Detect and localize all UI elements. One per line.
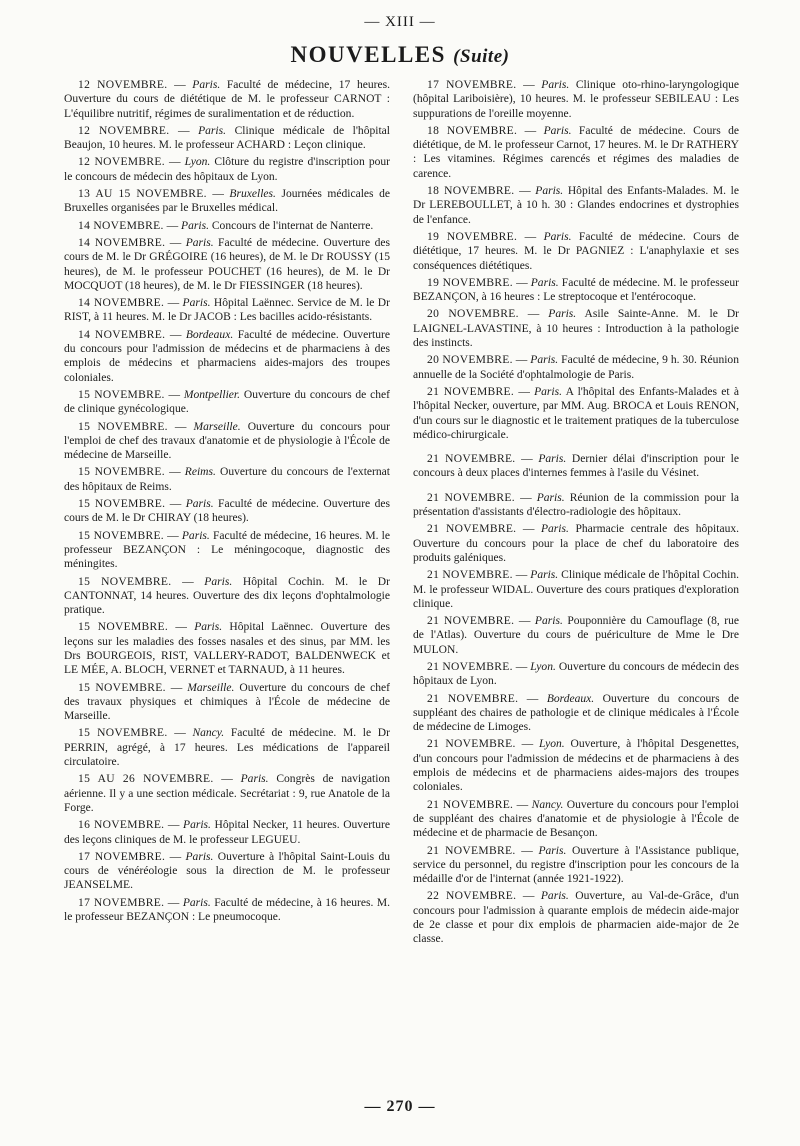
news-entry: 14 NOVEMBRE. — Paris. Concours de l'internat de Nanterre. xyxy=(78,219,374,232)
news-entry: 15 NOVEMBRE. — Marseille. Ouverture du concours pour l'emploi de chef des travaux d'anatomie et de physiologie à l'École de médecine de Marseille. xyxy=(64,420,390,462)
news-entry: 12 NOVEMBRE. — Paris. Faculté de médecine, 17 heures. Ouverture du cours de diététique de M. le professeur CARNOT : L'équilibre nutritif, régimes de suralimentation et de réduction. xyxy=(64,79,390,120)
news-entry: 18 NOVEMBRE. — Paris. Hôpital des Enfants-Malades. M. le Dr LEREBOULLET, à 10 h. 30 : Glandes endocrines et dystrophies de l'enfance. xyxy=(413,185,740,226)
entry-place: Paris. xyxy=(181,219,209,232)
entry-text: Ouverture du concours de chef des travaux physiques et chimiques à l'École de médecine de Marseille. xyxy=(64,681,391,723)
entry-place: Paris. xyxy=(543,124,572,137)
right-column xyxy=(413,78,739,950)
entry-text: Pharmacie centrale des hôpitaux. Ouverture du concours pour la place de chef du laboratoire des produits galéniques. xyxy=(413,523,740,564)
entry-place: Nancy. xyxy=(531,798,564,811)
entry-place: Paris. xyxy=(534,385,563,398)
entry-date: 22 NOVEMBRE. xyxy=(427,890,517,903)
news-entry: 21 NOVEMBRE. — Paris. Pharmacie centrale des hôpitaux. Ouverture du concours pour la place de chef du laboratoire des produits galéniques. xyxy=(413,523,740,564)
entry-text: Faculté de médecine. Cours de diététique, de M. le professeur Carnot, 17 heures. M. le Dr RATHERY : Les vitamines. Régimes carencés et régimes des maladies de carence. xyxy=(413,124,739,180)
entry-date: 21 NOVEMBRE. xyxy=(427,491,515,504)
entry-date: 14 NOVEMBRE. xyxy=(78,328,166,341)
entry-place: Montpellier. xyxy=(183,388,241,401)
entry-text: Faculté de médecine. M. le professeur BEZANÇON, à 16 heures : Le streptocoque et l'entérocoque. xyxy=(413,276,739,304)
entry-text: Clinique médicale de l'hôpital Beaujon, 10 heures. M. le professeur ACHARD : Leçon clinique. xyxy=(64,124,390,152)
entry-date: 19 NOVEMBRE. xyxy=(427,276,513,289)
entry-date: 17 NOVEMBRE. xyxy=(78,896,165,909)
entry-text: Concours de l'internat de Nanterre. xyxy=(211,219,374,232)
news-entry: 21 NOVEMBRE. — Paris. Réunion de la commission pour la présentation d'assistants d'électro-radiologie des hôpitaux. xyxy=(413,491,740,519)
news-entry: 15 NOVEMBRE. — Paris. Hôpital Laënnec. Ouverture des leçons sur les maladies des fosses nasales et des sinus, par MM. les Drs BOURGEOIS, RIST, VALLERY-RADOT, BALDENWECK et LE MÉE, A. BLOCH, VERNET et TARNAUD, à 11 heures. xyxy=(64,621,391,677)
entry-text: Ouverture du concours pour l'emploi de suppléant des chaires d'anatomie et de physiologie à l'École de médecine et de pharmacie de Besançon. xyxy=(413,798,740,840)
entry-text: Réunion de la commission pour la présentation d'assistants d'électro-radiologie des hôpitaux. xyxy=(413,491,740,519)
entry-text: Faculté de médecine, 17 heures. Ouverture du cours de diététique de M. le professeur CARNOT : L'équilibre nutritif, régimes de suralimentation et de réduction. xyxy=(64,79,390,120)
entry-text: Faculté de médecine. Cours de diététique, 17 heures. M. le Dr PAGNIEZ : L'anaphylaxie et ses conséquences diététiques. xyxy=(413,230,739,272)
entry-place: Lyon. xyxy=(530,660,556,673)
entry-text: Congrès de navigation aérienne. Il y a une section médicale. Secrétariat : 9, rue Anatole de la Forge. xyxy=(64,773,390,814)
entry-place: Nancy. xyxy=(192,727,225,740)
news-entry: 17 NOVEMBRE. — Paris. Faculté de médecine, à 16 heures. M. le professeur BEZANÇON : Le pneumocoque. xyxy=(64,896,390,924)
news-entry: 21 NOVEMBRE. — Paris. Dernier délai d'inscription pour le concours à deux places d'internes femmes à l'asile du Vésinet. xyxy=(413,453,739,480)
entry-place: Paris. xyxy=(548,308,577,321)
news-entry: 12 NOVEMBRE. — Lyon. Clôture du registre d'inscription pour le concours de médecin des hôpitaux de Lyon. xyxy=(64,156,390,183)
entry-date: 15 NOVEMBRE. xyxy=(78,498,166,511)
news-entry: 17 NOVEMBRE. — Paris. Clinique oto-rhino-laryngologique (hôpital Lariboisière), 10 heures. M. le professeur SEBILEAU : Les suppurations de l'oreille moyenne. xyxy=(413,79,739,120)
news-entry: 15 NOVEMBRE. — Paris. Faculté de médecine, 16 heures. M. le professeur BEZANÇON : Le méningocoque, diagnostic des méningites. xyxy=(64,529,391,571)
entry-text: Faculté de médecine. Ouverture des cours de M. le Dr CHIRAY (18 heures). xyxy=(64,498,390,525)
entry-place: Paris. xyxy=(540,890,569,903)
news-entry: 15 NOVEMBRE. — Montpellier. Ouverture du concours de chef de clinique gynécologique. xyxy=(64,388,390,416)
entry-place: Paris. xyxy=(240,773,269,786)
news-entry: 15 NOVEMBRE. — Reims. Ouverture du concours de l'externat des hôpitaux de Reims. xyxy=(64,466,390,493)
entry-place: Bruxelles. xyxy=(229,188,276,201)
entry-text: Faculté de médecine. Ouverture des cours de M. le Dr GRÉGOIRE (16 heures), de M. le Dr ROUSSY (15 heures), de M. le professeur POUCHET (16 heures), de M. le Dr MOCQUOT (18 heures), de M. le Dr FIESSINGER (18 heures). xyxy=(64,236,390,292)
entry-text: Faculté de médecine, à 16 heures. M. le professeur BEZANÇON : Le pneumocoque. xyxy=(64,896,390,924)
entry-text: Ouverture à l'hôpital Saint-Louis du cours de vénéréologie sous la direction de M. le professeur JEANSELME. xyxy=(64,850,390,892)
entry-date: 21 NOVEMBRE. xyxy=(427,738,516,751)
entry-place: Bordeaux. xyxy=(546,692,595,705)
news-entry: 21 NOVEMBRE. — Paris. Ouverture à l'Assistance publique, service du personnel, du registre d'inscription pour les concours de la médaille d'or de l'internat (année 1921-1922). xyxy=(413,844,739,886)
entry-text: Faculté de médecine, 9 h. 30. Réunion annuelle de la Société d'ophtalmologie de Paris. xyxy=(413,354,739,381)
entry-text: Hôpital Necker, 11 heures. Ouverture des leçons cliniques de M. le professeur LEGUEU. xyxy=(64,819,390,846)
news-entry: 17 NOVEMBRE. — Paris. Ouverture à l'hôpital Saint-Louis du cours de vénéréologie sous la direction de M. le professeur JEANSELME. xyxy=(64,850,390,892)
entry-place: Paris. xyxy=(185,498,214,511)
news-entry: 21 NOVEMBRE. — Lyon. Ouverture du concours de médecin des hôpitaux de Lyon. xyxy=(413,660,740,688)
entry-text: Clôture du registre d'inscription pour le concours de médecin des hôpitaux de Lyon. xyxy=(64,156,390,183)
entry-place: Paris. xyxy=(535,185,564,198)
news-entry: 21 NOVEMBRE. — Paris. Pouponnière du Camouflage (8, rue de l'Atlas). Ouverture du cours de puériculture de Mme le Dre MULON. xyxy=(413,615,739,656)
news-entry: 12 NOVEMBRE. — Paris. Clinique médicale de l'hôpital Beaujon, 10 heures. M. le professeur ACHARD : Leçon clinique. xyxy=(64,124,390,152)
entry-date: 15 NOVEMBRE. xyxy=(78,388,165,401)
entry-place: Paris. xyxy=(536,491,565,504)
entry-date: 16 NOVEMBRE. xyxy=(78,819,165,832)
entry-text: Faculté de médecine, 16 heures. M. le professeur BEZANÇON : Le méningocoque, diagnostic des méningites. xyxy=(64,529,391,571)
entry-place: Paris. xyxy=(192,79,221,91)
entry-text: Hôpital Cochin. M. le Dr CANTONNAT, 14 heures. Ouverture des dix leçons d'ophtalmologie pratique. xyxy=(64,575,390,617)
entry-date: 19 NOVEMBRE. xyxy=(427,230,518,243)
entry-place: Paris. xyxy=(194,621,223,634)
entry-place: Paris. xyxy=(530,276,559,289)
news-entry: 18 NOVEMBRE. — Paris. Faculté de médecine. Cours de diététique, de M. le professeur Carnot, 17 heures. M. le Dr RATHERY : Les vitamines. Régimes carencés et régimes des maladies de carence. xyxy=(413,124,739,180)
entry-text: Asile Sainte-Anne. M. le Dr LAIGNEL-LAVASTINE, à 10 heures : Introduction à la pathologie des instincts. xyxy=(413,308,740,350)
entry-date: 14 NOVEMBRE. xyxy=(78,236,166,249)
entry-place: Paris. xyxy=(185,850,214,863)
entry-date: 17 NOVEMBRE. xyxy=(427,79,517,91)
entry-place: Paris. xyxy=(185,236,214,249)
news-entry: 20 NOVEMBRE. — Paris. Faculté de médecine, 9 h. 30. Réunion annuelle de la Société d'ophtalmologie de Paris. xyxy=(413,354,739,381)
entry-date: 21 NOVEMBRE. xyxy=(427,615,515,628)
entry-text: Hôpital des Enfants-Malades. M. le Dr LEREBOULLET, à 10 h. 30 : Glandes endocrines et dystrophies de l'enfance. xyxy=(413,185,740,226)
entry-text: Clinique médicale de l'hôpital Cochin. M. le professeur WIDAL. Ouverture des cours pratiques d'exploration clinique. xyxy=(413,569,739,610)
entry-date: 12 NOVEMBRE. xyxy=(78,156,165,169)
entry-date: 21 NOVEMBRE. xyxy=(427,385,515,398)
news-entry: 19 NOVEMBRE. — Paris. Faculté de médecine. Cours de diététique, 17 heures. M. le Dr PAGNIEZ : L'anaphylaxie et ses conséquences diététiques. xyxy=(413,230,739,272)
news-entry: 13 AU 15 NOVEMBRE. — Bruxelles. Journées médicales de Bruxelles organisées par le Bruxelles médical. xyxy=(64,188,390,215)
entry-date: 15 NOVEMBRE. xyxy=(78,466,165,479)
news-entry: 21 NOVEMBRE. — Nancy. Ouverture du concours pour l'emploi de suppléant des chaires d'anatomie et de physiologie à l'École de médecine et de pharmacie de Besançon. xyxy=(413,798,740,840)
entry-place: Paris. xyxy=(540,523,569,536)
news-entry: 15 NOVEMBRE. — Paris. Hôpital Cochin. M. le Dr CANTONNAT, 14 heures. Ouverture des dix leçons d'ophtalmologie pratique. xyxy=(64,575,390,617)
news-entry: 15 NOVEMBRE. — Marseille. Ouverture du concours de chef des travaux physiques et chimiques à l'École de médecine de Marseille. xyxy=(64,681,391,723)
entry-place: Paris. xyxy=(204,575,233,588)
entry-place: Paris. xyxy=(530,354,559,367)
news-entry: 16 NOVEMBRE. — Paris. Hôpital Necker, 11 heures. Ouverture des leçons cliniques de M. le professeur LEGUEU. xyxy=(64,819,390,846)
news-entry: 19 NOVEMBRE. — Paris. Faculté de médecine. M. le professeur BEZANÇON, à 16 heures : Le streptocoque et l'entérocoque. xyxy=(413,276,739,304)
news-entry: 15 AU 26 NOVEMBRE. — Paris. Congrès de navigation aérienne. Il y a une section médicale. Secrétariat : 9, rue Anatole de la Forge. xyxy=(64,773,390,814)
entry-text: Ouverture, au Val-de-Grâce, d'un concours pour l'admission à quarante emplois de médecin aide-major de 2e classe et pour dix emplois de pharmacien aide-major de 2e classe. xyxy=(413,890,739,946)
entry-date: 17 NOVEMBRE. xyxy=(78,850,166,863)
entry-place: Paris. xyxy=(182,896,211,909)
title-suite: (Suite) xyxy=(453,46,510,67)
entry-place: Paris. xyxy=(182,297,211,310)
entry-text: Ouverture du concours pour l'emploi de chef des travaux d'anatomie et de physiologie à l'École de médecine de Marseille. xyxy=(64,420,390,462)
entry-date: 20 NOVEMBRE. xyxy=(427,308,519,321)
left-column xyxy=(64,78,390,927)
entry-text: Pouponnière du Camouflage (8, rue de l'Atlas). Ouverture du cours de puériculture de Mme le Dre MULON. xyxy=(413,615,739,656)
entry-date: 14 NOVEMBRE. xyxy=(78,219,164,232)
entry-text: Ouverture à l'Assistance publique, service du personnel, du registre d'inscription pour les concours de la médaille d'or de l'internat (année 1921-1922). xyxy=(413,844,739,886)
entry-place: Paris. xyxy=(183,819,211,832)
entry-date: 15 NOVEMBRE. xyxy=(78,529,164,542)
news-entry: 14 NOVEMBRE. — Paris. Faculté de médecine. Ouverture des cours de M. le Dr GRÉGOIRE (16 heures), de M. le Dr ROUSSY (15 heures), de M. le professeur POUCHET (16 heures), de M. le Dr MOCQUOT (18 heures), de M. le Dr FIESSINGER (18 heures). xyxy=(64,236,390,292)
entry-place: Reims. xyxy=(184,466,216,479)
entry-date: 21 NOVEMBRE. xyxy=(427,692,519,705)
entry-text: Ouverture du concours de médecin des hôpitaux de Lyon. xyxy=(413,660,740,688)
entry-date: 21 NOVEMBRE. xyxy=(427,660,513,673)
entry-date: 21 NOVEMBRE. xyxy=(427,453,516,466)
entry-text: Hôpital Laënnec. Ouverture des leçons sur les maladies des fosses nasales et des sinus, par MM. les Drs BOURGEOIS, RIST, VALLERY-RADOT, BALDENWECK et LE MÉE, A. BLOCH, VERNET et TARNAUD, à 11 heures. xyxy=(64,621,391,677)
news-entry: 20 NOVEMBRE. — Paris. Asile Sainte-Anne. M. le Dr LAIGNEL-LAVASTINE, à 10 heures : Introduction à la pathologie des instincts. xyxy=(413,308,740,350)
entry-text: Ouverture, à l'hôpital Desgenettes, d'un concours pour l'admission de médecins et de pharmaciens à des emplois de médecins et de pharmaciens aides-majors des troupes coloniales. xyxy=(413,738,739,794)
entry-text: Faculté de médecine. Ouverture du concours pour l'admission de médecins et de pharmaciens à des emplois de médecins et pharmaciens aides-majors des troupes coloniales. xyxy=(64,328,391,384)
entry-date: 15 NOVEMBRE. xyxy=(78,621,169,634)
news-entry: 21 NOVEMBRE. — Paris. Clinique médicale de l'hôpital Cochin. M. le professeur WIDAL. Ouverture des cours pratiques d'exploration clinique. xyxy=(413,569,739,610)
entry-text: Clinique oto-rhino-laryngologique (hôpital Lariboisière), 10 heures. M. le professeur SEBILEAU : Les suppurations de l'oreille moyenne. xyxy=(413,79,739,120)
entry-place: Marseille. xyxy=(187,681,235,694)
entry-date: 15 NOVEMBRE. xyxy=(78,420,168,433)
entry-place: Lyon. xyxy=(539,738,565,751)
entry-text: Ouverture du concours de chef de clinique gynécologique. xyxy=(64,388,390,416)
page-number: — 270 — xyxy=(364,1098,436,1115)
entry-date: 18 NOVEMBRE. xyxy=(427,185,515,198)
title-text: NOUVELLES xyxy=(290,42,446,67)
news-entry: 21 NOVEMBRE. — Paris. A l'hôpital des Enfants-Malades et à l'hôpital Necker, ouverture, par MM. Aug. BROCA et Louis RENON, d'un cours sur le diagnostic et le traitement pratiques de la tuberculose médico-chirurgicale. xyxy=(413,385,739,441)
entry-date: 21 NOVEMBRE. xyxy=(427,569,513,582)
entry-date: 15 NOVEMBRE. xyxy=(78,681,166,694)
entry-date: 20 NOVEMBRE. xyxy=(427,354,513,367)
entry-date: 21 NOVEMBRE. xyxy=(427,798,514,811)
entry-place: Paris. xyxy=(538,844,567,857)
entry-place: Marseille. xyxy=(193,420,241,433)
news-entry: 14 NOVEMBRE. — Paris. Hôpital Laënnec. Service de M. le Dr RIST, à 11 heures. M. le Dr JACOB : Les bacilles acido-résistants. xyxy=(64,297,390,324)
entry-date: 12 NOVEMBRE. xyxy=(78,124,170,137)
entry-date: 21 NOVEMBRE. xyxy=(427,844,516,857)
entry-text: Dernier délai d'inscription pour le concours à deux places d'internes femmes à l'asile du Vésinet. xyxy=(413,453,739,480)
entry-place: Paris. xyxy=(543,230,572,243)
page-header-roman: — XIII — xyxy=(364,14,436,30)
entry-date: 21 NOVEMBRE. xyxy=(427,523,517,536)
entry-date: 15 NOVEMBRE. xyxy=(78,575,172,588)
entry-date: 12 NOVEMBRE. xyxy=(78,79,168,91)
news-entry: 15 NOVEMBRE. — Paris. Faculté de médecine. Ouverture des cours de M. le Dr CHIRAY (18 heures). xyxy=(64,498,390,525)
entry-date: 14 NOVEMBRE. xyxy=(78,297,165,310)
entry-place: Paris. xyxy=(530,569,559,582)
entry-date: 13 AU 15 NOVEMBRE. xyxy=(78,188,207,201)
entry-place: Paris. xyxy=(198,124,227,137)
entry-place: Paris. xyxy=(534,615,563,628)
news-entry: 21 NOVEMBRE. — Bordeaux. Ouverture du concours de suppléant des chaires de pathologie et de clinique médicales à l'École de médecine de Limoges. xyxy=(413,692,740,734)
entry-place: Bordeaux. xyxy=(185,328,234,341)
news-entry: 14 NOVEMBRE. — Bordeaux. Faculté de médecine. Ouverture du concours pour l'admission de médecins et de pharmaciens à des emplois de médecins et pharmaciens aides-majors des troupes coloniales. xyxy=(64,328,391,384)
entry-text: Ouverture du concours de suppléant des chaires de pathologie et de clinique médicales à l'École de médecine de Limoges. xyxy=(413,692,740,734)
entry-text: Hôpital Laënnec. Service de M. le Dr RIST, à 11 heures. M. le Dr JACOB : Les bacilles acido-résistants. xyxy=(64,297,390,324)
entry-text: Ouverture du concours de l'externat des hôpitaux de Reims. xyxy=(64,466,390,493)
entry-place: Paris. xyxy=(538,453,567,466)
news-entry: 21 NOVEMBRE. — Lyon. Ouverture, à l'hôpital Desgenettes, d'un concours pour l'admission de médecins et de pharmaciens à des emplois de médecins et de pharmaciens aides-majors des troupes coloniales. xyxy=(413,738,739,794)
news-entry: 22 NOVEMBRE. — Paris. Ouverture, au Val-de-Grâce, d'un concours pour l'admission à quarante emplois de médecin aide-major de 2e classe et pour dix emplois de pharmacien aide-major de 2e classe. xyxy=(413,890,739,946)
entry-text: Faculté de médecine. M. le Dr PERRIN, agrégé, à 17 heures. Les médications de l'appareil circulatoire. xyxy=(64,727,390,769)
entry-text: A l'hôpital des Enfants-Malades et à l'hôpital Necker, ouverture, par MM. Aug. BROCA et Louis RENON, d'un cours sur le diagnostic et le traitement pratiques de la tuberculose médico-chirurgicale. xyxy=(413,385,739,441)
entry-date: 15 AU 26 NOVEMBRE. xyxy=(78,773,214,786)
entry-place: Lyon. xyxy=(184,156,211,169)
news-entry: 15 NOVEMBRE. — Nancy. Faculté de médecine. M. le Dr PERRIN, agrégé, à 17 heures. Les médications de l'appareil circulatoire. xyxy=(64,727,390,769)
entry-text: Journées médicales de Bruxelles organisées par le Bruxelles médical. xyxy=(64,188,390,215)
entry-place: Paris. xyxy=(541,79,570,91)
section-title xyxy=(0,42,800,68)
entry-date: 15 NOVEMBRE. xyxy=(78,727,168,740)
entry-date: 18 NOVEMBRE. xyxy=(427,124,518,137)
entry-place: Paris. xyxy=(181,529,210,542)
